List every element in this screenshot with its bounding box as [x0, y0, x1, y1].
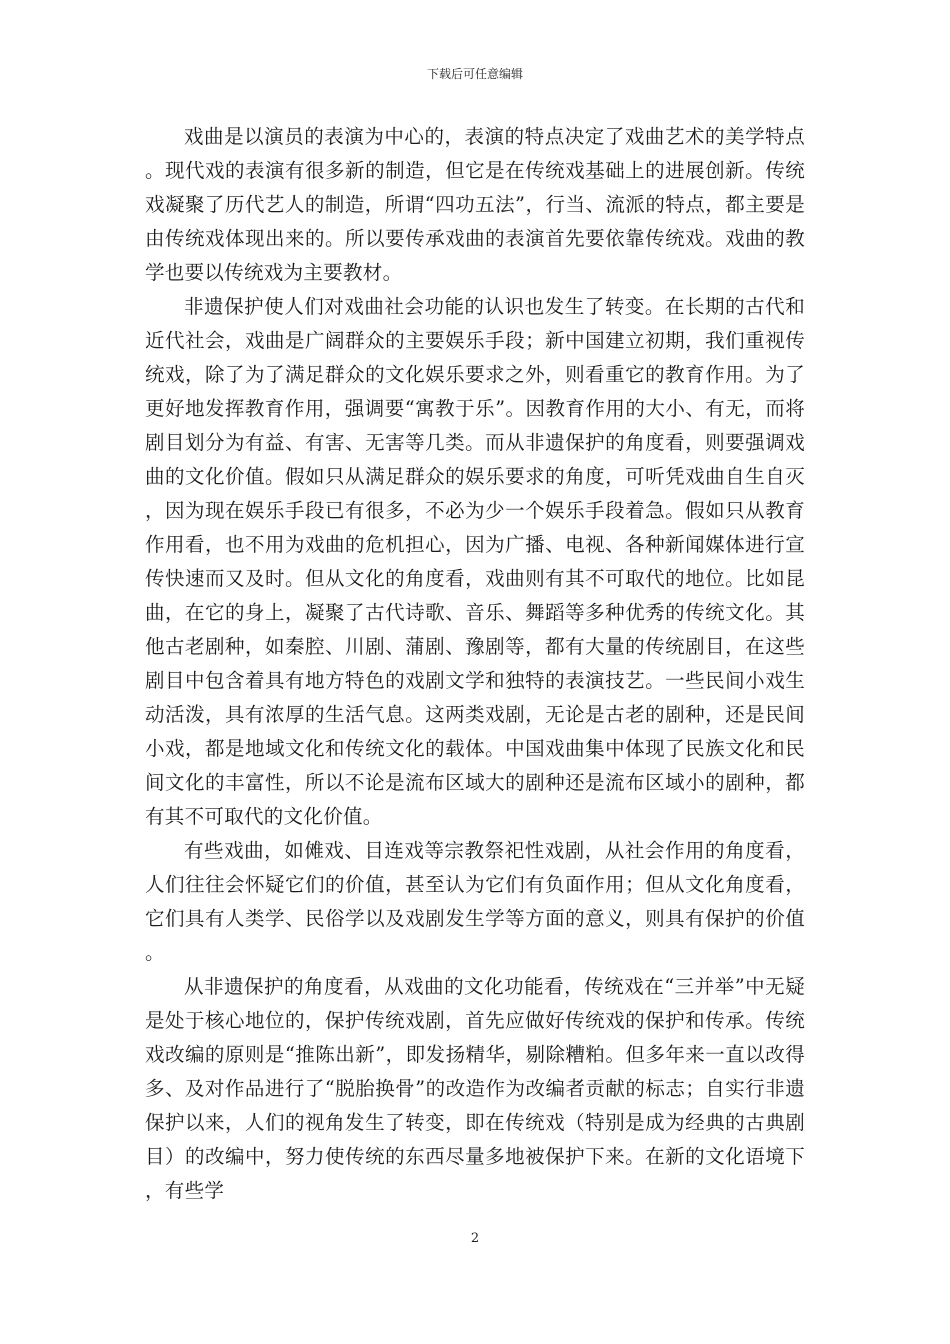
paragraph-4: 从非遗保护的角度看，从戏曲的文化功能看，传统戏在“三并举”中无疑是处于核心地位的，保护传统戏剧，首先应做好传统戏的保护和传承。传统戏改编的原则是“推陈出新”，即发扬精华，剔除糟粕。但多年来一直以改得多、及对作品进行了“脱胎换骨”的改造作为改编者贡献的标志；自实行非遗保护以来，人们的视角发生了转变，即在传统戏（特别是成为经典的古典剧目）的改编中，努力使传统的东西尽量多地被保护下来。在新的文化语境下，有些学	[145, 975, 805, 1202]
paragraph-1: 戏曲是以演员的表演为中心的，表演的特点决定了戏曲艺术的美学特点。现代戏的表演有很多新的制造，但它是在传统戏基础上的进展创新。传统戏凝聚了历代艺人的制造，所谓“四功五法”，行当、流派的特点，都主要是由传统戏体现出来的。所以要传承戏曲的表演首先要依靠传统戏。戏曲的教学也要以传统戏为主要教材。	[145, 125, 805, 284]
paragraph-3: 有些戏曲，如傩戏、目连戏等宗教祭祀性戏剧，从社会作用的角度看，人们往往会怀疑它们的价值，甚至认为它们有负面作用；但从文化角度看，它们具有人类学、民俗学以及戏剧发生学等方面的意义，则具有保护的价值。	[145, 839, 805, 964]
page-number: 2	[470, 1231, 480, 1246]
document-body	[145, 120, 805, 1208]
page-header: 下载后可任意编辑	[426, 67, 523, 81]
paragraph-2: 非遗保护使人们对戏曲社会功能的认识也发生了转变。在长期的古代和近代社会，戏曲是广阔群众的主要娱乐手段；新中国建立初期，我们重视传统戏，除了为了满足群众的文化娱乐要求之外，则看重它的教育作用。为了更好地发挥教育作用，强调要“寓教于乐”。因教育作用的大小、有无，而将剧目划分为有益、有害、无害等几类。而从非遗保护的角度看，则要强调戏曲的文化价值。假如只从满足群众的娱乐要求的角度，可听凭戏曲自生自灭，因为现在娱乐手段已有很多，不必为少一个娱乐手段着急。假如只从教育作用看，也不用为戏曲的危机担心，因为广播、电视、各种新闻媒体进行宣传快速而又及时。但从文化的角度看，戏曲则有其不可取代的地位。比如昆曲，在它的身上，凝聚了古代诗歌、音乐、舞蹈等多种优秀的传统文化。其他古老剧种，如秦腔、川剧、蒲剧、豫剧等，都有大量的传统剧目，在这些剧目中包含着具有地方特色的戏剧文学和独特的表演技艺。一些民间小戏生动活泼，具有浓厚的生活气息。这两类戏剧，无论是古老的剧种，还是民间小戏，都是地域文化和传统文化的载体。中国戏曲集中体现了民族文化和民间文化的丰富性，所以不论是流布区域大的剧种还是流布区域小的剧种，都有其不可取代的文化价值。	[145, 295, 805, 828]
